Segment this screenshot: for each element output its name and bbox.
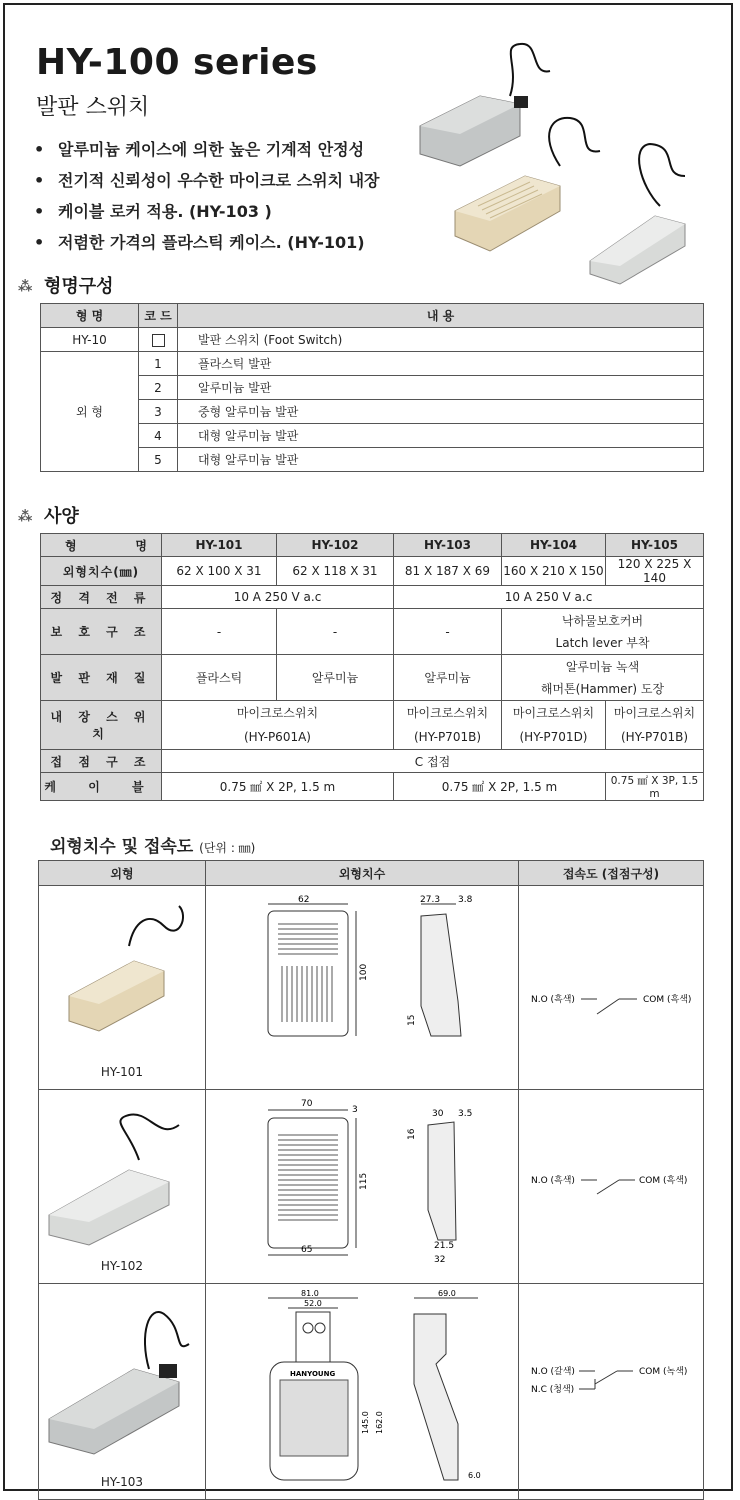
page-subtitle: 발판 스위치 [36,95,150,120]
cable-cell: 0.75 ㎟ X 3P, 1.5 m [606,773,704,801]
desc-cell: 플라스틱 발판 [178,352,704,376]
desc-cell: 중형 알루미늄 발판 [178,400,704,424]
table-header: 코 드 [139,304,178,328]
no-label: N.O (흑색) [531,995,575,1005]
table-header: HY-102 [277,534,394,557]
product-photo-cell [39,1090,206,1284]
cable-cell: 0.75 ㎟ X 2P, 1.5 m [394,773,606,801]
table-row [39,1090,704,1284]
product-photo-group [410,36,710,286]
row-header: 내 장 스 위 치 [41,701,162,750]
no-label: N.O (갈색) [531,1367,575,1377]
hy102-connection [519,1090,703,1280]
model-table [40,303,704,472]
row-header: 케 이 블 [41,773,162,801]
feature-list [34,134,380,258]
dim-label: 69.0 [438,1289,456,1298]
dim-label: 115 [359,1172,369,1190]
hy102-drawing [206,1090,518,1280]
table-header: 외형치수 [206,861,519,886]
code-cell: 3 [139,400,178,424]
dim-label: 3 [352,1105,358,1115]
section-title-model: ⁂ 형명구성 [18,276,114,297]
material-cell: 알루미늄 [394,655,502,701]
dim-label: 30 [432,1109,444,1119]
table-header: HY-105 [606,534,704,557]
row-header: 접 점 구 조 [41,750,162,773]
brand-logo: HANYOUNG [290,1370,336,1378]
group-cell: 외 형 [41,352,139,472]
dim-label: 52.0 [304,1299,322,1308]
dim-label: 3.8 [458,895,473,905]
nc-label: N.C (청색) [531,1385,575,1395]
rating-cell: 10 A 250 V a.c [394,586,704,609]
section-title-dimension: 외형치수 및 접속도 (단위 : ㎜) [50,837,256,857]
cable-cell: 0.75 ㎟ X 2P, 1.5 m [162,773,394,801]
hy103-drawing [206,1284,518,1496]
hy102-photo [39,1090,205,1250]
material-cell: 알루미늄 [277,655,394,701]
dim-label: 62 [298,895,310,905]
desc-cell: 대형 알루미늄 발판 [178,424,704,448]
hy103-photo [39,1284,205,1464]
dims-cell: 81 X 187 X 69 [394,557,502,586]
table-row [39,1284,704,1500]
dimension-table [38,860,704,1500]
dim-label: 65 [301,1245,313,1255]
section-title-spec: ⁂ 사양 [18,506,79,527]
com-label: COM (흑색) [643,995,692,1005]
dim-label: 70 [301,1099,313,1109]
table-header: 외형 [39,861,206,886]
hy101-photo [39,886,205,1046]
dimension-drawing-cell [206,1090,519,1284]
dims-cell: 160 X 210 X 150 [502,557,606,586]
table-row [41,750,704,773]
product-caption: HY-103 [100,1475,144,1489]
plastic-switch-image [455,176,560,251]
table-header: 형 명 [41,304,139,328]
dim-label: 100 [359,963,369,981]
table-row [41,701,704,750]
row-header: 정 격 전 류 [41,586,162,609]
connection-diagram-cell [519,886,704,1090]
connection-diagram-cell [519,1284,704,1500]
feature-item: • 알루미늄 케이스에 의한 높은 기계적 안정성 [34,134,380,165]
spec-table [40,533,704,801]
dim-label: 81.0 [301,1289,319,1298]
table-row [41,773,704,801]
code-cell [139,328,178,352]
dims-cell: 120 X 225 X 140 [606,557,704,586]
dim-label: 3.5 [458,1109,473,1119]
product-photo-cell [39,1284,206,1500]
dim-label: 27.3 [420,895,441,905]
switch-cell: 마이크로스위치 (HY-P701B) [394,701,502,750]
table-row [41,557,704,586]
row-header: 발 판 재 질 [41,655,162,701]
protect-cell: - [277,609,394,655]
table-row [41,586,704,609]
table-row [41,328,704,352]
feature-item: • 케이블 로커 적용. (HY-103 ) [34,196,380,227]
product-caption: HY-102 [100,1259,144,1273]
aluminum-switch-image [420,96,528,166]
switch-cell: 마이크로스위치 (HY-P701B) [606,701,704,750]
code-cell: 4 [139,424,178,448]
table-header: HY-104 [502,534,606,557]
desc-cell: 발판 스위치 (Foot Switch) [178,328,704,352]
hy101-drawing [206,886,518,1086]
table-header: 접속도 (접점구성) [519,861,704,886]
table-header: HY-101 [162,534,277,557]
bullet-dots-icon: ⁂ [18,279,33,295]
dim-label: 6.0 [468,1471,481,1480]
protect-cell: - [394,609,502,655]
table-row [41,400,704,424]
contact-cell: C 접점 [162,750,704,773]
row-header: 외형치수(㎜) [41,557,162,586]
code-cell: 5 [139,448,178,472]
product-caption: HY-101 [100,1065,144,1079]
table-row [41,655,704,701]
feature-item: • 저렴한 가격의 플라스틱 케이스. (HY-101) [34,227,380,258]
material-cell: 플라스틱 [162,655,277,701]
table-row [39,886,704,1090]
dimension-drawing-cell [206,886,519,1090]
com-label: COM (녹색) [639,1367,688,1377]
dims-cell: 62 X 118 X 31 [277,557,394,586]
table-header: 내 용 [178,304,704,328]
code-box-icon [152,334,165,347]
desc-cell: 대형 알루미늄 발판 [178,448,704,472]
desc-cell: 알루미늄 발판 [178,376,704,400]
code-cell: 2 [139,376,178,400]
switch-cell: 마이크로스위치 (HY-P701D) [502,701,606,750]
protect-cell: 낙하물보호커버 Latch lever 부착 [502,609,704,655]
dimension-drawing-cell [206,1284,519,1500]
no-label: N.O (흑색) [531,1176,575,1186]
dim-label: 21.5 [434,1241,455,1251]
dim-label: 145.0 [361,1411,370,1434]
dim-label: 16 [407,1128,417,1140]
dim-label: 162.0 [375,1411,384,1434]
model-cell: HY-10 [41,328,139,352]
hy101-connection [519,886,703,1086]
switch-cell: 마이크로스위치 (HY-P601A) [162,701,394,750]
dim-label: 15 [407,1014,417,1026]
table-header: HY-103 [394,534,502,557]
table-row [41,376,704,400]
connection-diagram-cell [519,1090,704,1284]
row-header: 보 호 구 조 [41,609,162,655]
bullet-dots-icon: ⁂ [18,509,33,525]
feature-item: • 전기적 신뢰성이 우수한 마이크로 스위치 내장 [34,165,380,196]
rating-cell: 10 A 250 V a.c [162,586,394,609]
table-row [41,448,704,472]
code-cell: 1 [139,352,178,376]
protect-cell: - [162,609,277,655]
product-photo-cell [39,886,206,1090]
hy103-connection [519,1284,703,1496]
com-label: COM (흑색) [639,1176,688,1186]
material-cell: 알루미늄 녹색 해머톤(Hammer) 도장 [502,655,704,701]
table-header: 형 명 [41,534,162,557]
table-row [41,352,704,376]
dim-label: 32 [434,1255,446,1265]
white-switch-image [590,216,685,284]
page-title: HY-100 series [36,42,318,83]
dims-cell: 62 X 100 X 31 [162,557,277,586]
table-row [41,424,704,448]
table-row [41,609,704,655]
